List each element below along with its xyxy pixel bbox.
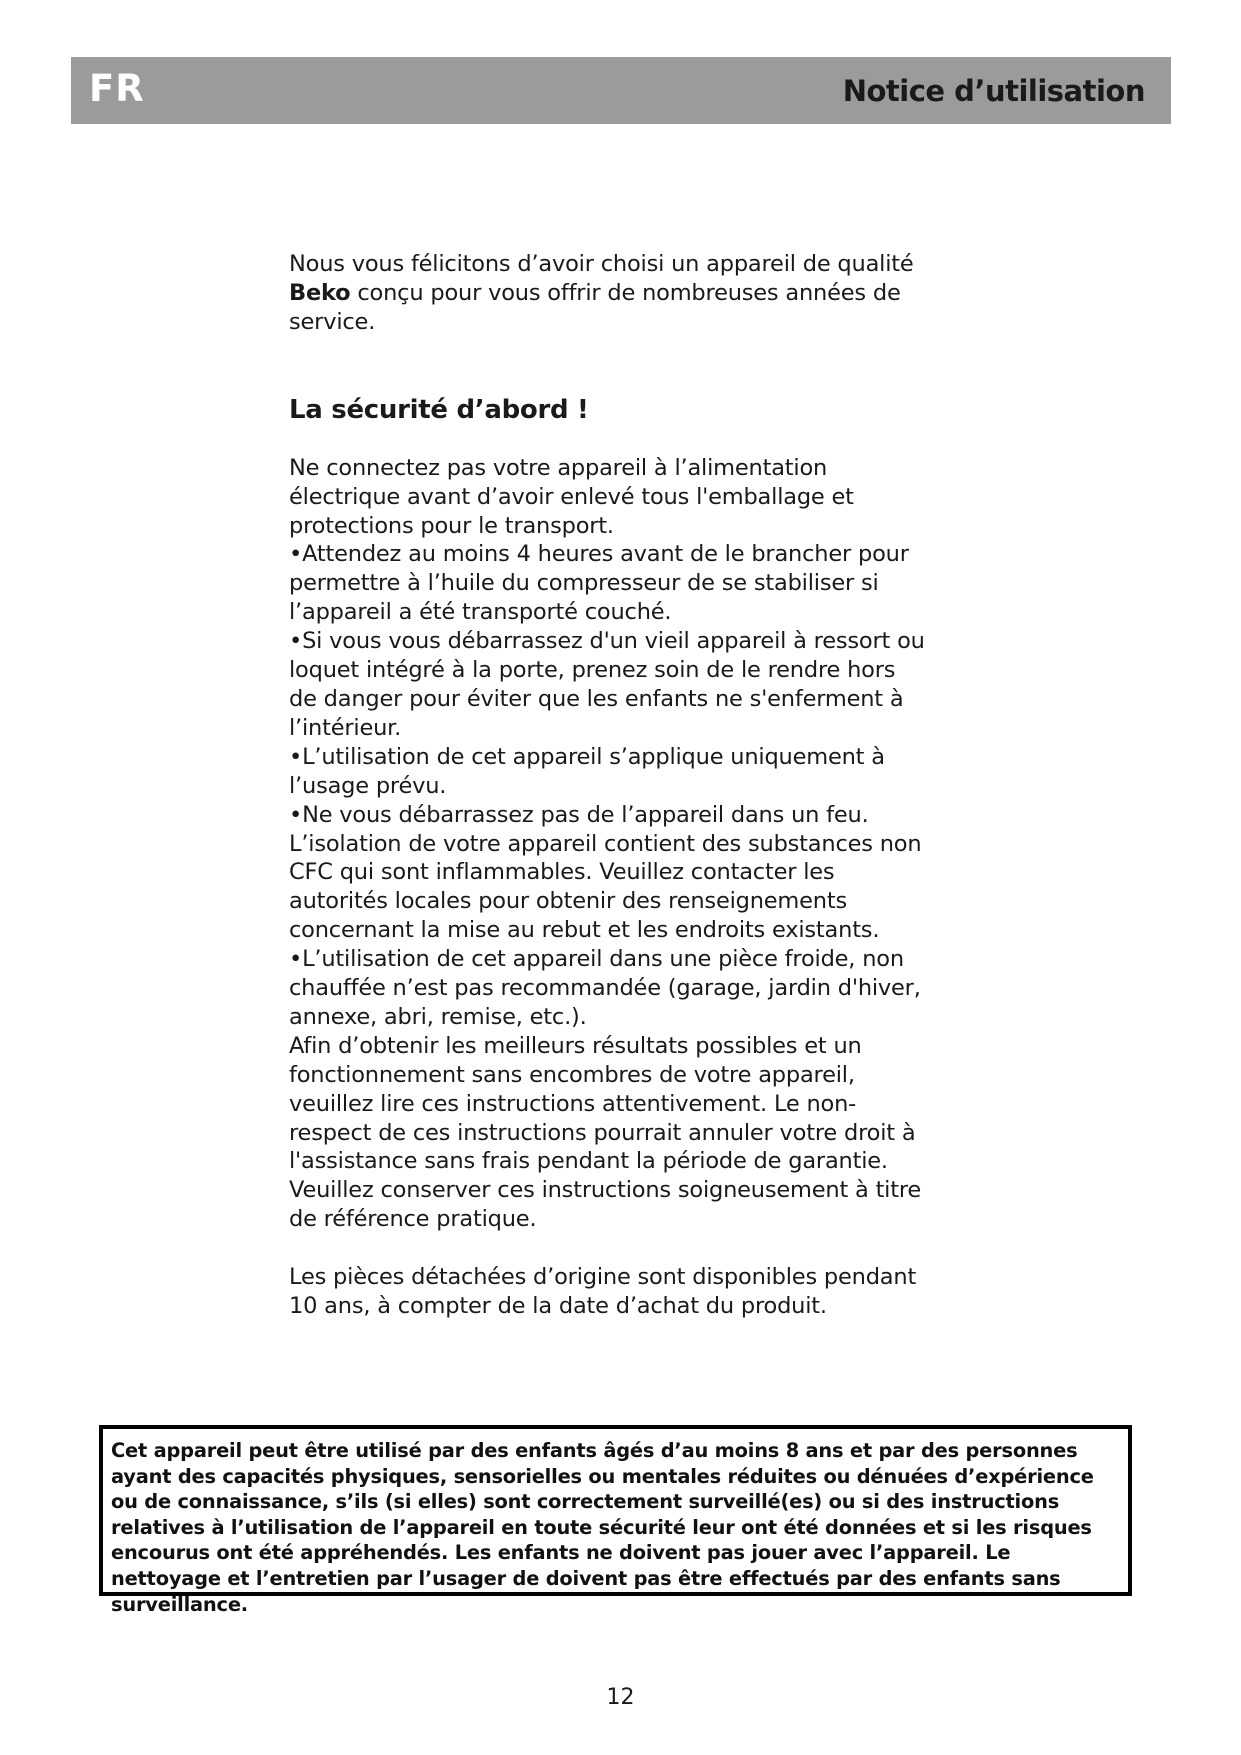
safety-heading: La sécurité d’abord !	[289, 394, 589, 425]
safety-bullet: • Si vous vous débarrassez d'un vieil appareil à ressort ou loquet intégré à la porte, prenez soin de le rendre hors de danger pour éviter que les enfants ne s'enferment à l’intérieur.	[289, 627, 929, 743]
header-bar	[71, 57, 1171, 124]
instructions-paragraph: Afin d’obtenir les meilleurs résultats possibles et un fonctionnement sans encombres de votre appareil, veuillez lire ces instructions attentivement. Le non-respect de ces instructions pourrait annuler votre droit à l'assistance sans frais pendant la période de garantie. Veuillez conserver ces instructions soigneusement à titre de référence pratique.	[289, 1032, 922, 1233]
safety-paragraph: Ne connectez pas votre appareil à l’alimentation électrique avant d’avoir enlevé tous l'emballage et protections pour le transport.	[289, 454, 854, 539]
safety-bullet: • L’utilisation de cet appareil s’applique uniquement à l’usage prévu.	[289, 743, 929, 801]
safety-bullet: • Attendez au moins 4 heures avant de le brancher pour permettre à l’huile du compresseur de se stabiliser si l’appareil a été transporté couché.	[289, 540, 929, 627]
intro-paragraph	[289, 250, 929, 337]
warning-text: Cet appareil peut être utilisé par des enfants âgés d’au moins 8 ans et par des personnes ayant des capacités physiques, sensorielles ou mentales réduites ou dénuées d’expérience ou de connaissance, s’ils (si elles) sont correctement surveillé(es) ou si des instructions relatives à l’utilisation de l’appareil en toute sécurité leur ont été données et si les risques encourus ont été appréhendés. Les enfants ne doivent pas jouer avec l’appareil. Le nettoyage et l’entretien par l’usager de doivent pas être effectués par des enfants sans surveillance.	[111, 1439, 1094, 1616]
brand-name: Beko	[289, 279, 351, 306]
intro-text-start: Nous vous félicitons d’avoir choisi un appareil de qualité	[289, 251, 914, 277]
page-number: 12	[606, 1685, 635, 1710]
main-content	[289, 250, 929, 1321]
safety-bullet: • L’utilisation de cet appareil dans une pièce froide, non chauffée n’est pas recommandée (garage, jardin d'hiver, annexe, abri, remise, etc.).	[289, 945, 929, 1032]
spare-parts-paragraph: Les pièces détachées d’origine sont disponibles pendant 10 ans, à compter de la date d’achat du produit.	[289, 1264, 917, 1320]
warning-box	[99, 1425, 1132, 1616]
document-title: Notice d’utilisation	[842, 74, 1145, 108]
intro-text-end: conçu pour vous offrir de nombreuses années de service.	[289, 279, 901, 335]
safety-bullet: • Ne vous débarrassez pas de l’appareil dans un feu. L’isolation de votre appareil contient des substances non CFC qui sont inflammables. Veuillez contacter les autorités locales pour obtenir des renseignements concernant la mise au rebut et les endroits existants.	[289, 801, 929, 946]
language-label: FR	[89, 67, 145, 110]
